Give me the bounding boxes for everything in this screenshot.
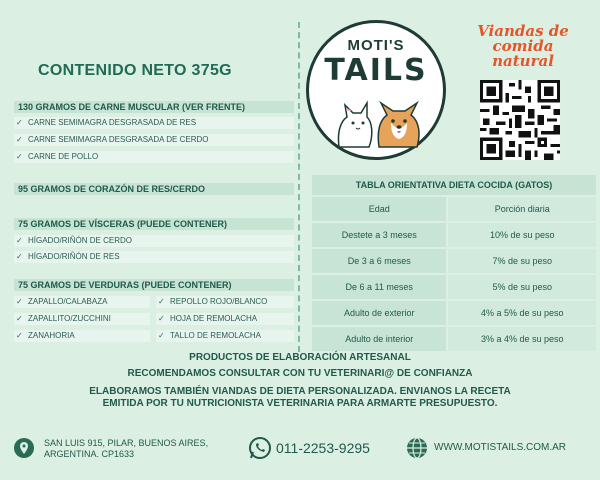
table-row xyxy=(312,326,596,352)
logo-top-text: MOTI'S xyxy=(347,37,405,54)
table-row xyxy=(312,300,596,326)
table-row xyxy=(312,248,596,274)
corazon-title: 95 GRAMOS DE CORAZÓN DE RES/CERDO xyxy=(14,183,294,195)
phone-link[interactable]: 011-2253-9295 xyxy=(276,440,370,456)
list-item: ✓ HOJA DE REMOLACHA xyxy=(156,313,294,325)
location-pin-icon xyxy=(14,438,34,458)
table-cell: Adulto de exterior xyxy=(312,300,447,326)
note-artesanal: PRODUCTOS DE ELABORACIÓN ARTESANAL xyxy=(189,352,411,363)
list-item: ✓ REPOLLO ROJO/BLANCO xyxy=(156,296,294,308)
list-item: ✓ HÍGADO/RIÑÓN DE RES xyxy=(14,251,294,263)
note-personalizada: ELABORAMOS TAMBIÉN VIANDAS DE DIETA PERSONALIZADA. ENVIANOS LA RECETA xyxy=(89,386,511,397)
table-cell: Destete a 3 meses xyxy=(312,222,447,248)
table-row xyxy=(312,222,596,248)
table-header-row xyxy=(312,196,596,222)
brand-logo xyxy=(306,20,446,160)
carne-title: 130 GRAMOS DE CARNE MUSCULAR (VER FRENTE) xyxy=(14,101,294,113)
feeding-table xyxy=(312,175,596,353)
contenido-neto-title: CONTENIDO NETO 375G xyxy=(38,62,232,79)
dashed-divider xyxy=(298,22,300,352)
list-item: ✓ ZAPALLITO/ZUCCHINI xyxy=(14,313,150,325)
table-cell: 7% de su peso xyxy=(447,248,596,274)
tagline-line: natural xyxy=(492,52,554,70)
table-cell: 10% de su peso xyxy=(447,222,596,248)
qr-code[interactable] xyxy=(480,80,560,160)
whatsapp-icon xyxy=(248,436,272,460)
table-cell: 4% a 5% de su peso xyxy=(447,300,596,326)
address-line: SAN LUIS 915, PILAR, BUENOS AIRES, xyxy=(44,438,209,448)
table-cell: 5% de su peso xyxy=(447,274,596,300)
address xyxy=(44,438,208,460)
logo-main-text: TAILS xyxy=(324,53,428,88)
tagline-line: comida xyxy=(492,37,554,55)
visceras-title: 75 GRAMOS DE VÍSCERAS (PUEDE CONTENER) xyxy=(14,218,294,230)
list-item: ✓ TALLO DE REMOLACHA xyxy=(156,330,294,342)
list-item: ✓ CARNE SEMIMAGRA DESGRASADA DE CERDO xyxy=(14,134,294,146)
note-veterinario: RECOMENDAMOS CONSULTAR CON TU VETERINARI@ DE CONFIANZA xyxy=(127,368,473,379)
qr-code-icon xyxy=(480,80,560,160)
list-item: ✓ CARNE DE POLLO xyxy=(14,151,294,163)
table-caption: TABLA ORIENTATIVA DIETA COCIDA (GATOS) xyxy=(312,175,596,196)
table-cell: 3% a 4% de su peso xyxy=(447,326,596,352)
table-header-cell: Edad xyxy=(312,196,447,222)
address-line: ARGENTINA. CP1633 xyxy=(44,449,135,459)
table-cell: Adulto de interior xyxy=(312,326,447,352)
table-row xyxy=(312,274,596,300)
list-item: ✓ ZAPALLO/CALABAZA xyxy=(14,296,150,308)
cat-dog-icon xyxy=(331,91,423,151)
website-link[interactable]: WWW.MOTISTAILS.COM.AR xyxy=(434,442,567,453)
note-presupuesto: EMITIDA POR TU NUTRICIONISTA VETERINARIA PARA ARMARTE PRESUPUESTO. xyxy=(102,398,498,409)
tagline xyxy=(458,24,588,69)
list-item: ✓ HÍGADO/RIÑÓN DE CERDO xyxy=(14,235,294,247)
globe-icon xyxy=(406,437,428,459)
table-cell: De 6 a 11 meses xyxy=(312,274,447,300)
list-item: ✓ CARNE SEMIMAGRA DESGRASADA DE RES xyxy=(14,117,294,129)
table-cell: De 3 a 6 meses xyxy=(312,248,447,274)
table-header-cell: Porción diaria xyxy=(447,196,596,222)
list-item: ✓ ZANAHORIA xyxy=(14,330,150,342)
tagline-line: Viandas de xyxy=(477,22,569,40)
verduras-title: 75 GRAMOS DE VERDURAS (PUEDE CONTENER) xyxy=(14,279,294,291)
